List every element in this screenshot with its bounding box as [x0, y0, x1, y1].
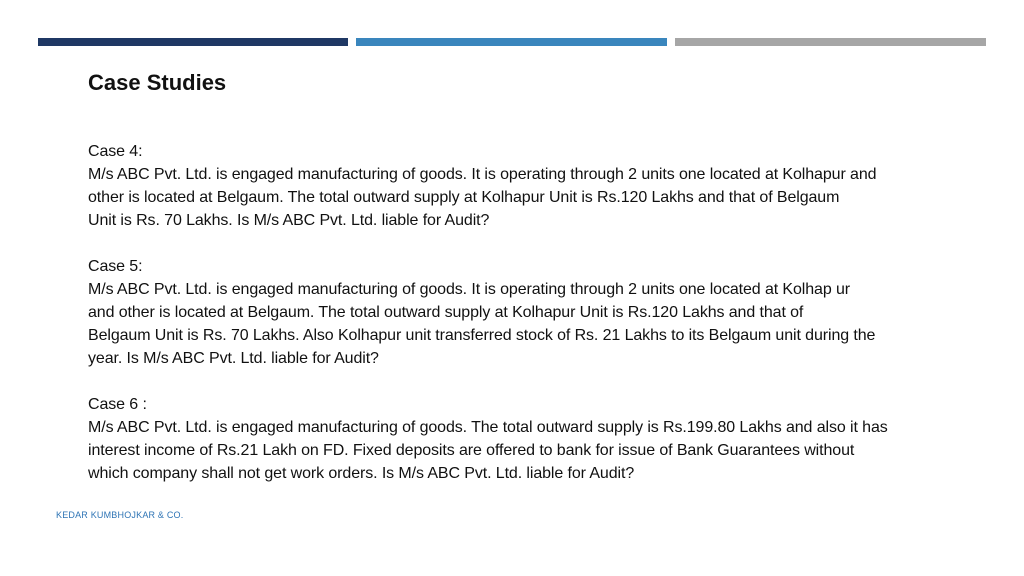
case-4-heading: Case 4: [88, 143, 143, 160]
header-bar-blue [356, 38, 667, 46]
case-4-line: Unit is Rs. 70 Lakhs. Is M/s ABC Pvt. Ltd. liable for Audit? [88, 212, 490, 229]
case-5-line: Belgaum Unit is Rs. 70 Lakhs. Also Kolhapur unit transferred stock of Rs. 21 Lakhs to its Belgaum unit during the [88, 327, 876, 344]
case-4-line: M/s ABC Pvt. Ltd. is engaged manufacturing of goods. It is operating through 2 units one located at Kolhapur and [88, 166, 877, 183]
case-4-text [88, 163, 968, 232]
case-5-heading: Case 5: [88, 258, 143, 275]
case-6-line: M/s ABC Pvt. Ltd. is engaged manufacturing of goods. The total outward supply is Rs.199.80 Lakhs and also it has [88, 419, 888, 436]
slide-title: Case Studies [88, 70, 227, 95]
case-5-line: and other is located at Belgaum. The total outward supply at Kolhapur Unit is Rs.120 Lakhs and that of [88, 304, 804, 321]
header-bar-gray [675, 38, 986, 46]
case-6 [88, 393, 968, 485]
case-6-line: interest income of Rs.21 Lakh on FD. Fixed deposits are offered to bank for issue of Bank Guarantees without [88, 442, 855, 459]
footer-company-name: KEDAR KUMBHOJKAR & CO. [56, 510, 184, 520]
case-6-heading: Case 6 : [88, 396, 147, 413]
slide-body [88, 140, 968, 508]
case-4-line: other is located at Belgaum. The total outward supply at Kolhapur Unit is Rs.120 Lakhs and that of Belgaum [88, 189, 840, 206]
case-5-line: M/s ABC Pvt. Ltd. is engaged manufacturing of goods. It is operating through 2 units one located at Kolhap ur [88, 281, 851, 298]
case-5-text [88, 278, 968, 370]
case-5 [88, 255, 968, 370]
case-5-line: year. Is M/s ABC Pvt. Ltd. liable for Audit? [88, 350, 379, 367]
case-6-text [88, 416, 968, 485]
case-4 [88, 140, 968, 232]
header-bar-dark-blue [38, 38, 348, 46]
case-6-line: which company shall not get work orders. Is M/s ABC Pvt. Ltd. liable for Audit? [88, 465, 635, 482]
